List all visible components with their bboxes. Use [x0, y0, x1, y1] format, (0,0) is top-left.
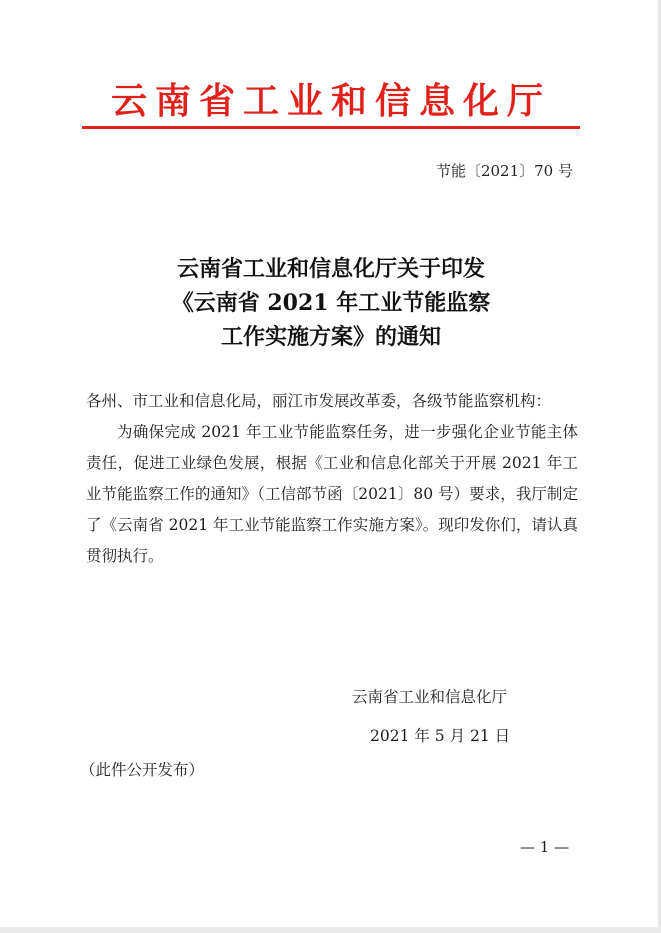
- signature-org: 云南省工业和信息化厅: [352, 688, 508, 706]
- page-edge-bottom: [0, 927, 661, 933]
- document-body: [86, 386, 578, 572]
- title-line-2: 《云南省 2021 年工业节能监察: [171, 290, 491, 316]
- document-title: [82, 252, 580, 354]
- signature-date: 2021 年 5 月 21 日: [370, 727, 511, 745]
- title-line-3: 工作实施方案》的通知: [220, 324, 441, 350]
- page-number: — 1 —: [520, 838, 570, 856]
- salutation: 各州、市工业和信息化局，丽江市发展改革委，各级节能监察机构：: [86, 392, 552, 410]
- document-number: 节能〔2021〕70 号: [435, 162, 573, 180]
- header-red-rule: [82, 126, 580, 129]
- publish-note: （此件公开发布）: [80, 761, 205, 779]
- title-line-1: 云南省工业和信息化厅关于印发: [176, 256, 485, 282]
- body-paragraph: 为确保完成 2021 年工业节能监察任务，进一步强化企业节能主体责任，促进工业绿色发展，根据《工业和信息化部关于开展 2021 年工业节能监察工作的通知》（工信部节函〔2021〕80 号）要求，我厅制定了《云南省 2021 年工业节能监察工作实施方案》。现印发你们，请认真贯彻执行。: [86, 423, 578, 565]
- document-header-org-name: 云南省工业和信息化厅: [110, 81, 551, 122]
